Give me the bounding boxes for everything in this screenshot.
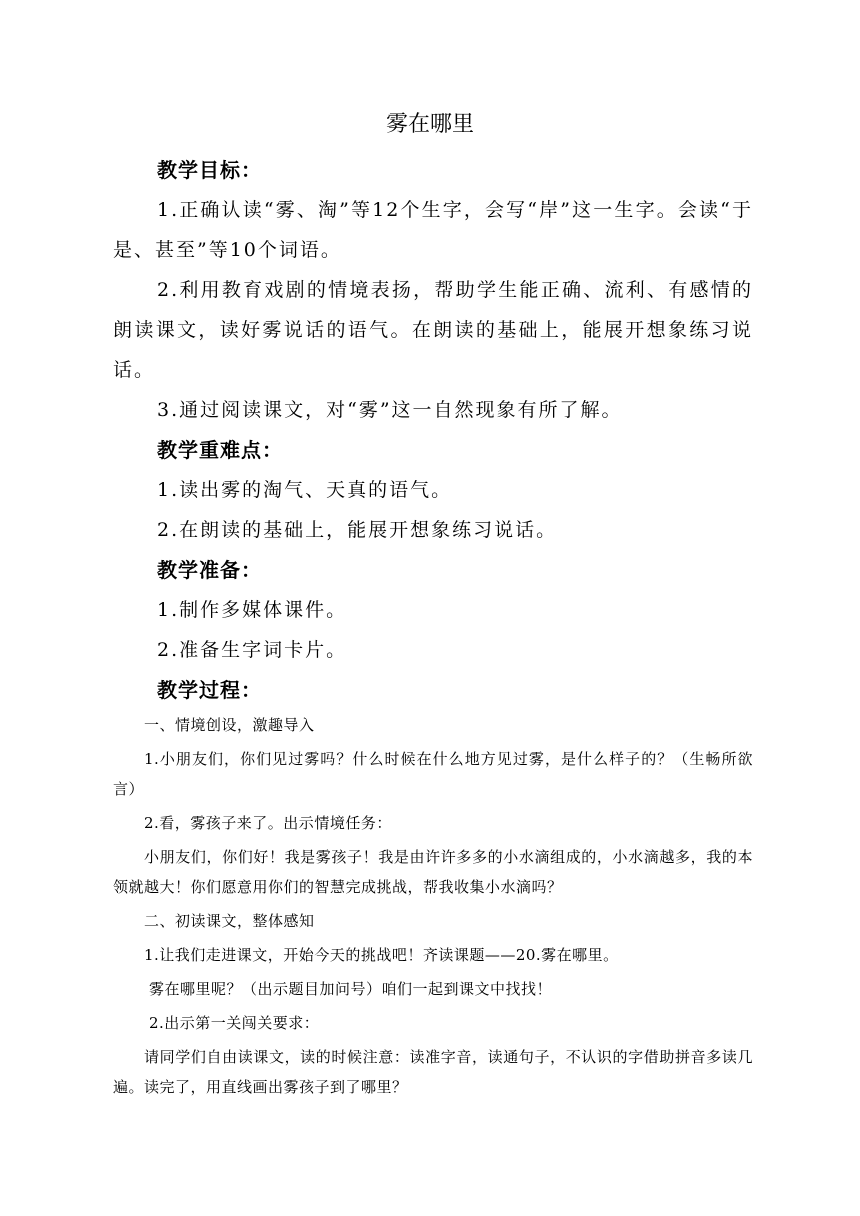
process-paragraph: 1.让我们走进课文，开始今天的挑战吧！齐读课题——20.雾在哪里。 [144, 946, 619, 964]
process-paragraph: 请同学们自由读课文，读的时候注意：读准字音，读通句子，不认识的字借助拼音多读几遍。读完了，用直线画出雾孩子到了哪里？ [113, 1048, 753, 1096]
process-subheading: 二、初读课文，整体感知 [144, 912, 315, 930]
process-paragraph: 2.看，雾孩子来了。出示情境任务： [144, 814, 392, 832]
process-paragraph: 1.小朋友们，你们见过雾吗？什么时候在什么地方见过雾，是什么样子的？（生畅所欲言） [113, 750, 753, 798]
goal-item: 1.正确认读“雾、淘”等12个生字，会写“岸”这一生字。会读“于是、甚至”等10个词语。 [113, 199, 753, 261]
section-heading-process: 教学过程： [157, 678, 262, 702]
preparation-item: 2.准备生字词卡片。 [157, 639, 348, 661]
document-body [113, 150, 753, 1102]
process-subheading: 一、情境创设，激趣导入 [144, 716, 315, 734]
goal-item: 3.通过阅读课文，对“雾”这一自然现象有所了解。 [157, 399, 623, 421]
preparation-item: 1.制作多媒体课件。 [157, 599, 348, 621]
section-heading-goals: 教学目标： [157, 158, 262, 182]
section-heading-preparation: 教学准备： [157, 558, 262, 582]
key-point-item: 2.在朗读的基础上，能展开想象练习说话。 [157, 519, 558, 541]
goal-item: 2.利用教育戏剧的情境表扬，帮助学生能正确、流利、有感情的朗读课文，读好雾说话的语气。在朗读的基础上，能展开想象练习说话。 [113, 279, 753, 381]
section-heading-key-points: 教学重难点： [157, 438, 283, 462]
document-title: 雾在哪里 [385, 112, 474, 137]
process-paragraph: 小朋友们，你们好！我是雾孩子！我是由许许多多的小水滴组成的，小水滴越多，我的本领就越大！你们愿意用你们的智慧完成挑战，帮我收集小水滴吗？ [113, 848, 753, 896]
process-paragraph: 2.出示第一关闯关要求： [149, 1014, 320, 1032]
process-paragraph: 雾在哪里呢？（出示题目加问号）咱们一起到课文中找找！ [149, 980, 553, 998]
key-point-item: 1.读出雾的淘气、天真的语气。 [157, 479, 453, 501]
